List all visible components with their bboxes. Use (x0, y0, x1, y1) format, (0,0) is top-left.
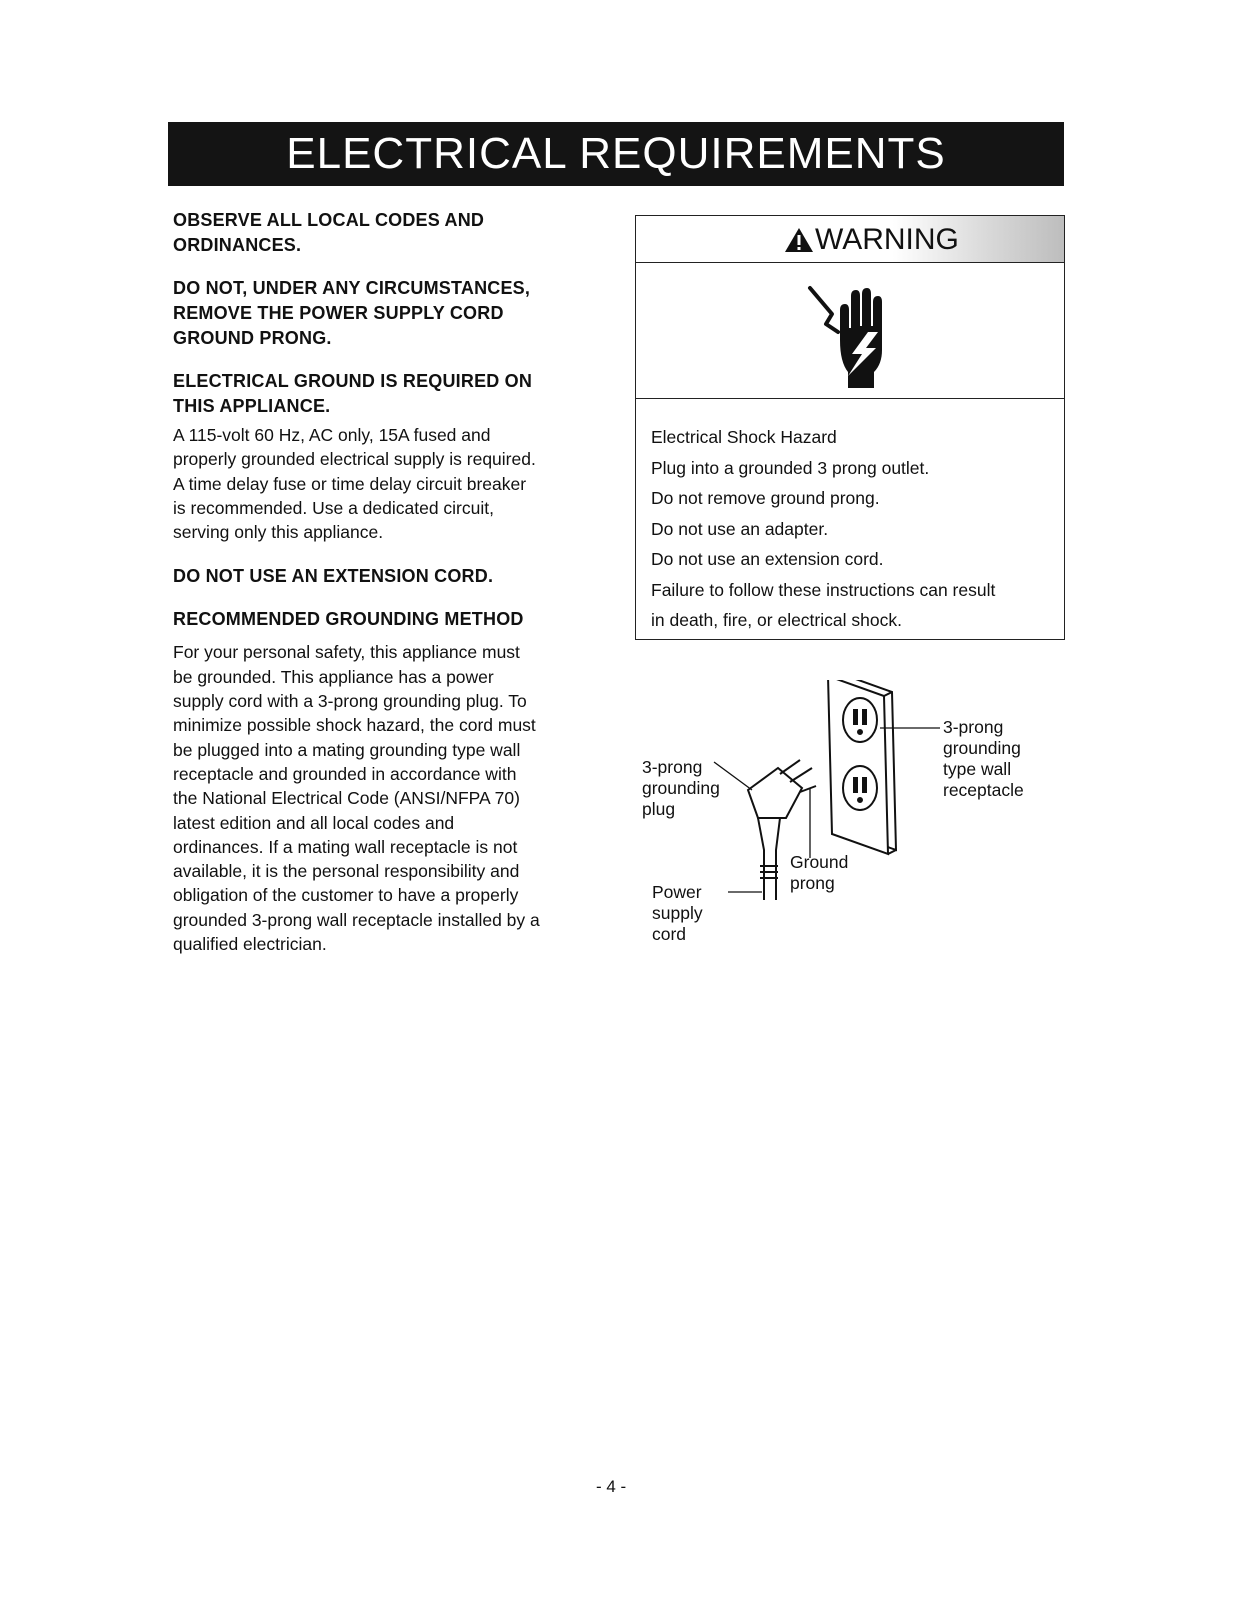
section-title: ELECTRICAL REQUIREMENTS (286, 129, 946, 178)
heading-ground-required: ELECTRICAL GROUND IS REQUIRED ON THIS APPLIANCE. (173, 371, 533, 416)
power-cord-label: Power supply cord (652, 882, 703, 944)
electrical-shock-hand-icon (796, 280, 906, 390)
warning-icon-area (636, 262, 1064, 399)
section-title-banner (168, 122, 1064, 186)
warning-text: Electrical Shock Hazard Plug into a grounded 3 prong outlet. Do not remove ground prong. Do not use an adapter. Do not use an extension cord. Failure to follow these instructions can result in death, fire, or electrical shock. (651, 427, 996, 630)
warning-triangle-icon (784, 227, 814, 253)
warning-box (635, 215, 1065, 640)
heading-no-extension-cord: DO NOT USE AN EXTENSION CORD. (173, 566, 494, 587)
paragraph-electrical-supply: A 115-volt 60 Hz, AC only, 15A fused and properly grounded electrical supply is required. A time delay fuse or time delay circuit breaker is recommended. Use a dedicated circuit, serving only this appliance. (173, 425, 536, 543)
left-column (173, 208, 615, 976)
heading-do-not-remove-prong: DO NOT, UNDER ANY CIRCUMSTANCES, REMOVE THE POWER SUPPLY CORD GROUND PRONG. (173, 278, 531, 348)
paragraph-grounding-method: For your personal safety, this appliance must be grounded. This appliance has a power supply cord with a 3-prong grounding plug. To minimize possible shock hazard, the cord must be plugged into a mating grounding type wall receptacle and grounded in accordance with the National Electrical Code (ANSI/NFPA 70) latest edition and all local codes and ordinances. If a mating wall receptacle is not available, it is the personal responsibility and obligation of the customer to have a properly grounded 3-prong wall receptacle installed by a qualified electrician. (173, 642, 540, 955)
wall-receptacle (828, 680, 896, 854)
warning-label: WARNING (784, 223, 959, 257)
ground-prong-label: Ground prong (790, 852, 849, 893)
heading-grounding-method: RECOMMENDED GROUNDING METHOD (173, 609, 524, 630)
warning-header (636, 216, 1064, 263)
heading-observe-codes: OBSERVE ALL LOCAL CODES AND ORDINANCES. (173, 210, 485, 255)
receptacle-label: 3-prong grounding type wall receptacle (943, 717, 1024, 800)
page-number: - 4 - (596, 1477, 627, 1496)
grounding-diagram (640, 680, 1060, 970)
plug-label: 3-prong grounding plug (642, 757, 720, 819)
